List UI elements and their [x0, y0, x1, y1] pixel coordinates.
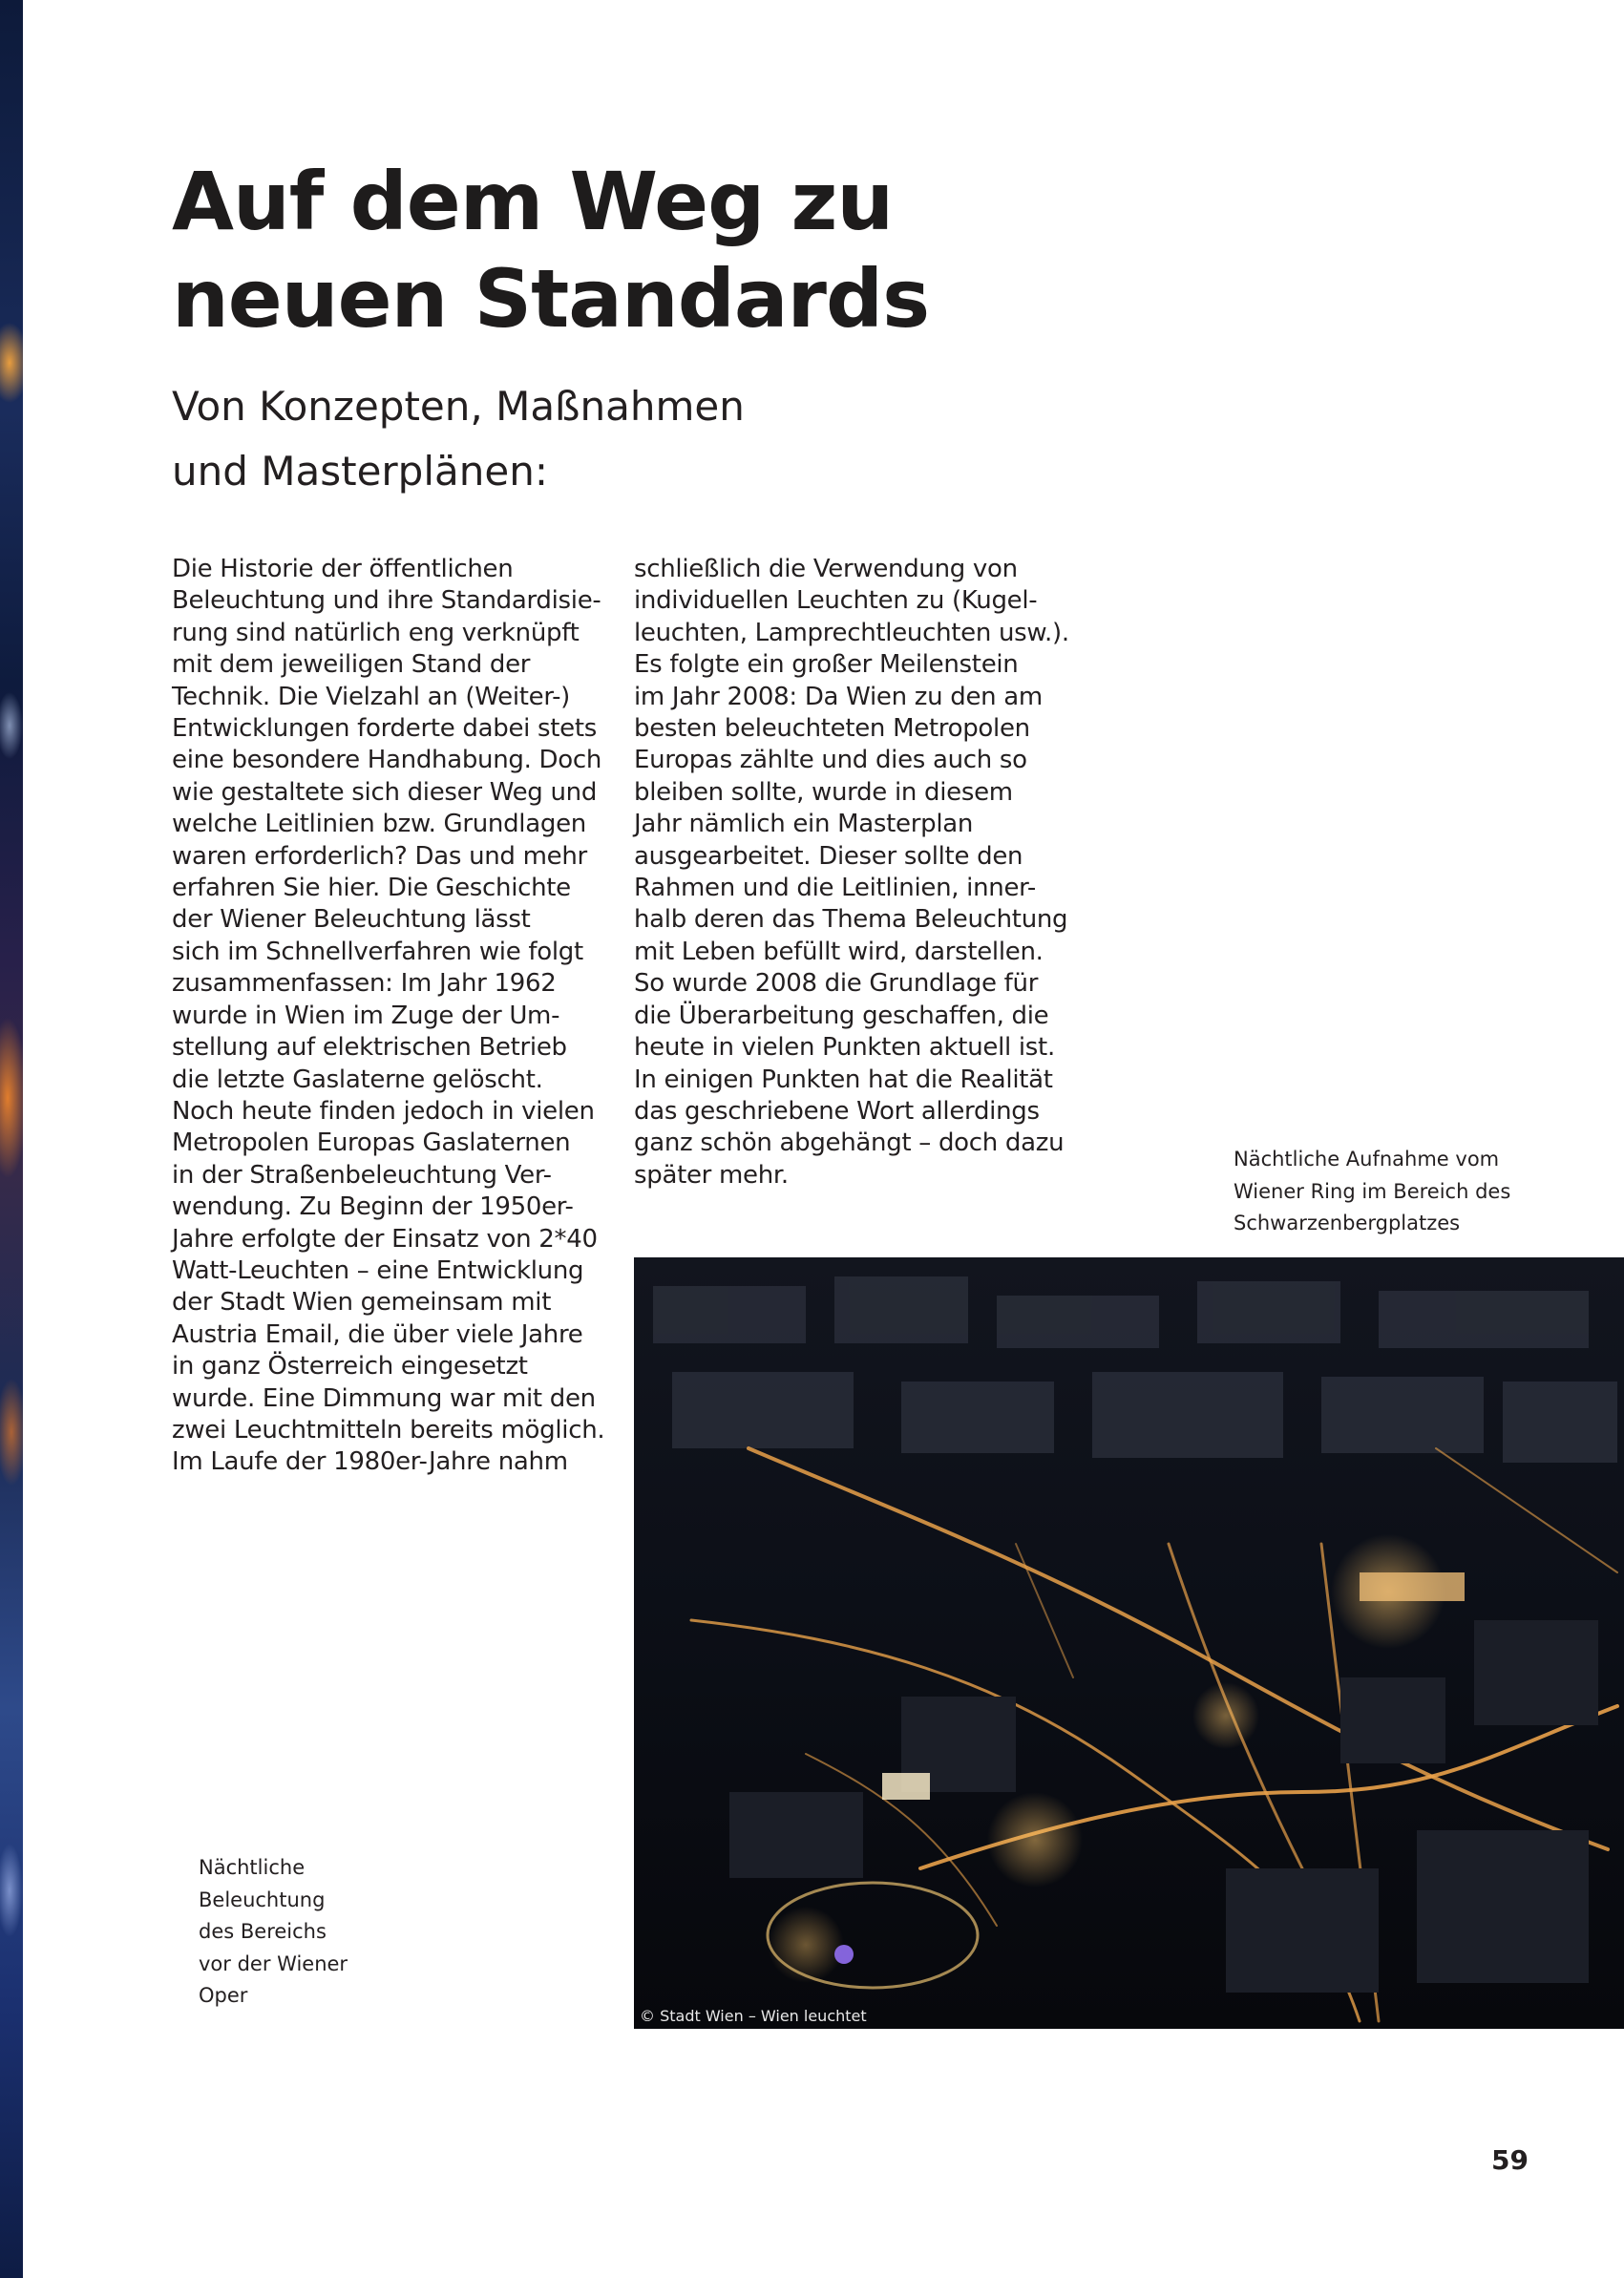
facing-page-photo-edge	[0, 0, 23, 2278]
body-column-right: schließlich die Verwendung von individuellen Leuchten zu (Kugel- leuchten, Lamprechtleuchten usw.). Es folgte ein großer Meilenstein im Jahr 2008: Da Wien zu den am besten beleuchteten Metropolen Europas zählte und dies auch so bleiben sollte, wurde in diesem Jahr nämlich ein Masterplan ausgearbeitet. Dieser sollte den Rahmen und die Leitlinien, inner- halb deren das Thema Beleuchtung mit Leben befüllt wird, darstellen. So wurde 2008 die Grundlage für die Überarbeitung geschaffen, die heute in vielen Punkten aktuell ist. In einigen Punkten hat die Realität das geschriebene Wort allerdings ganz schön abgehängt – doch dazu später mehr.	[634, 555, 1069, 1190]
title-line-2: neuen Standards	[172, 252, 930, 346]
subtitle-line-1: Von Konzepten, Maßnahmen	[172, 383, 745, 430]
article-title	[172, 153, 1127, 348]
page-number: 59	[1491, 2144, 1529, 2176]
body-column-left: Die Historie der öffentlichen Beleuchtung und ihre Standardisie- rung sind natürlich eng verknüpft mit dem jeweiligen Stand der Technik. Die Vielzahl an (Weiter-) Entwicklungen forderte dabei stets eine besondere Handhabung. Doch wie gestaltete sich dieser Weg und welche Leitlinien bzw. Grundlagen waren erforderlich? Das und mehr erfahren Sie hier. Die Geschichte der Wiener Beleuchtung lässt sich im Schnellverfahren wie folgt zusammenfassen: Im Jahr 1962 wurde in Wien im Zuge der Um- stellung auf elektrischen Betrieb die letzte Gaslaterne gelöscht. Noch heute finden jedoch in vielen Metropolen Europas Gaslaternen in der Straßenbeleuchtung Ver- wendung. Zu Beginn der 1950er- Jahre erfolgte der Einsatz von 2*40 Watt-Leuchten – eine Entwicklung der Stadt Wien gemeinsam mit Austria Email, die über viele Jahre in ganz Österreich eingesetzt wurde. Eine Dimmung war mit den zwei Leuchtmitteln bereits möglich. Im Laufe der 1980er-Jahre nahm	[172, 555, 605, 1477]
caption-opera-photo: Nächtliche Beleuchtung des Bereichs vor der Wiener Oper	[199, 1856, 348, 2007]
caption-aerial-photo: Nächtliche Aufnahme vom Wiener Ring im Bereich des Schwarzenbergplatzes	[1234, 1148, 1511, 1234]
article-subtitle	[172, 374, 936, 504]
photo-credit: © Stadt Wien – Wien leuchtet	[640, 2007, 867, 2025]
title-line-1: Auf dem Weg zu	[172, 155, 894, 248]
subtitle-line-2: und Masterplänen:	[172, 448, 548, 495]
aerial-night-photo	[634, 1257, 1624, 2029]
